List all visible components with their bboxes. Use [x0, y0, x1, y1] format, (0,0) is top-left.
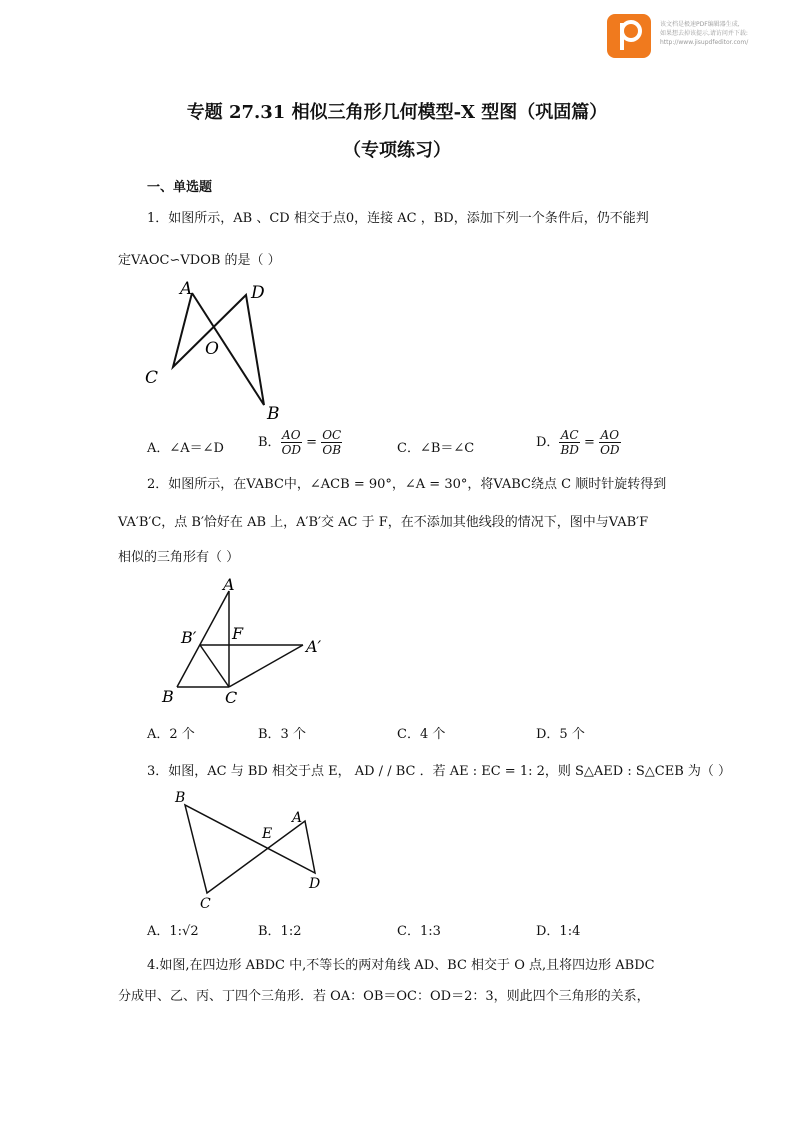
fraction-numerator: OC	[322, 428, 342, 442]
q1-label-d: D	[251, 283, 265, 303]
q1-option-b-prefix: B．	[258, 435, 281, 450]
q3-text-line1: 3．如图，AC 与 BD 相交于点 E， AD / / BC ．若 AE : EC = 1: 2，则 S△AED : S△CEB 为（ ）	[147, 764, 732, 779]
q1-option-c[interactable]: C．∠B＝∠C	[397, 441, 475, 456]
q3-label-d: D	[309, 876, 321, 892]
equals-sign: =	[584, 435, 595, 450]
q3-option-a[interactable]: A．1:√2	[147, 924, 199, 939]
q2-label-a: A	[223, 575, 235, 594]
q1-option-d-fraction2	[599, 428, 620, 457]
q3-label-c: C	[200, 896, 211, 910]
q1-text-line1: 1．如图所示，AB 、CD 相交于点0，连接 AC ，BD，添加下列一个条件后，仍不能判	[147, 211, 649, 226]
q1-option-b-fraction2	[321, 428, 342, 457]
q2-option-d[interactable]: D．5 个	[536, 727, 585, 742]
q3-option-c[interactable]: C．1:3	[397, 924, 441, 939]
q1-option-d-prefix: D．	[536, 435, 560, 450]
q2-text-line2: VA′B′C，点 B′恰好在 AB 上，A′B′交 AC 于 F，在不添加其他线段的情况下，图中与VAB′F	[118, 515, 649, 530]
q2-label-b: B	[162, 687, 174, 706]
watermark-line: 如果想去掉该提示,请访问并下载:	[660, 30, 748, 37]
q1-label-o: O	[205, 339, 219, 359]
pdf-editor-logo	[607, 14, 651, 58]
q2-option-a[interactable]: A．2 个	[147, 727, 195, 742]
q2-option-c[interactable]: C．4 个	[397, 727, 446, 742]
q3-label-e: E	[262, 826, 273, 842]
fraction-denominator: OD	[281, 443, 302, 457]
q3-option-b[interactable]: B．1:2	[258, 924, 302, 939]
document-title: 专题 27.31 相似三角形几何模型-X 型图（巩固篇）	[186, 102, 608, 123]
q1-label-b: B	[267, 404, 280, 424]
p-logo-icon	[615, 20, 643, 52]
q2-label-b-prime: B′	[181, 628, 197, 647]
section-title: 一、单选题	[147, 180, 213, 195]
q1-option-d-fraction1	[559, 428, 579, 457]
fraction-denominator: OB	[322, 443, 342, 457]
q2-label-a-prime: A′	[306, 637, 322, 656]
q3-option-d[interactable]: D．1:4	[536, 924, 581, 939]
q1-option-b-fraction1	[281, 428, 302, 457]
q4-text-line1: 4.如图,在四边形 ABDC 中,不等长的两对角线 AD、BC 相交于 O 点,且将四边形 ABDC	[147, 958, 655, 973]
q2-figure	[155, 573, 345, 708]
q1-text-line2: 定VAOC∽VDOB 的是（ ）	[118, 253, 281, 268]
fraction-numerator: AC	[560, 428, 579, 442]
fraction-denominator: OD	[600, 443, 620, 457]
q1-option-a[interactable]: A．∠A＝∠D	[147, 441, 224, 456]
q1-label-c: C	[145, 368, 159, 388]
q1-option-d[interactable]	[536, 428, 621, 457]
q3-label-b: B	[175, 790, 186, 806]
q1-label-a: A	[180, 279, 193, 299]
q3-figure	[165, 785, 335, 910]
q4-text-line2: 分成甲、乙、丙、丁四个三角形．若 OA：OB＝OC：OD＝2：3，则此四个三角形的关系，	[118, 989, 650, 1004]
watermark-text	[660, 20, 790, 47]
q2-label-f: F	[232, 624, 244, 643]
q3-label-a: A	[292, 810, 303, 826]
q2-option-b[interactable]: B．3 个	[258, 727, 306, 742]
document-subtitle: （专项练习）	[343, 140, 451, 161]
q1-option-b[interactable]	[258, 428, 342, 457]
watermark-line: 该文档是极速PDF编辑器生成,	[660, 21, 740, 28]
fraction-numerator: AO	[282, 428, 301, 442]
fraction-denominator: BD	[560, 443, 579, 457]
q2-text-line3: 相似的三角形有（ ）	[118, 550, 240, 565]
fraction-numerator: AO	[600, 428, 620, 442]
equals-sign: =	[306, 435, 318, 450]
q1-figure	[140, 275, 300, 425]
q2-text-line1: 2．如图所示，在VABC中，∠ACB = 90°，∠A = 30°，将VABC绕点 C 顺时针旋转得到	[147, 477, 667, 492]
q2-label-c: C	[225, 688, 238, 707]
watermark-line: http://www.jisupdfeditor.com/	[660, 39, 749, 46]
